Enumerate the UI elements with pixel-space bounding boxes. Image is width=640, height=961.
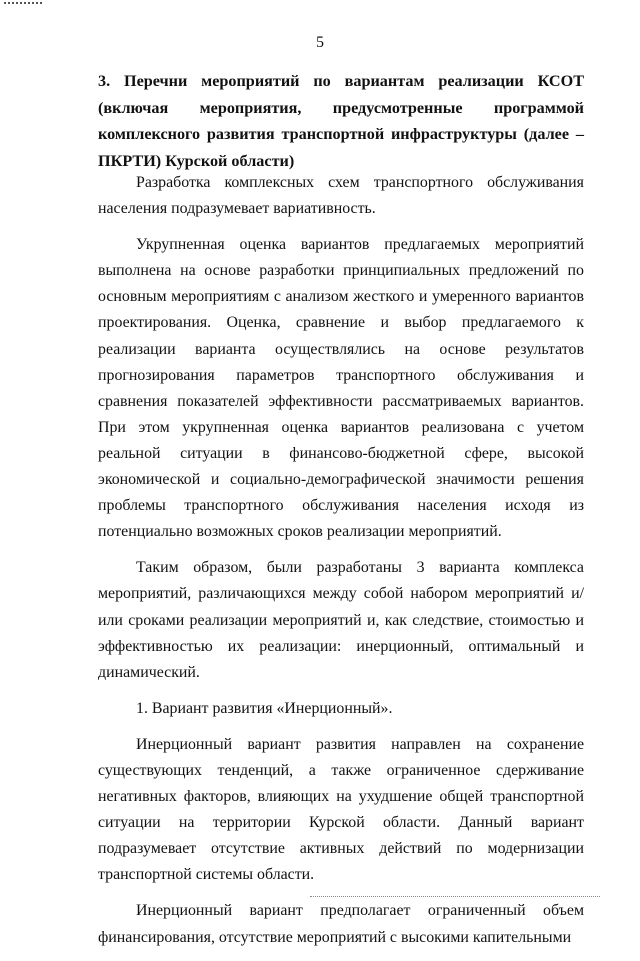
paragraph: Таким образом, были разработаны 3 варианта комплекса мероприятий, различающихся между собой набором мероприятий и/или сроками реализации мероприятий и, как следствие, стоимостью и эффективностью их реализации: инерционный, оптимальный и динамический.	[98, 559, 584, 681]
paragraph: Инерционный вариант предполагает ограниченный объем финансирования, отсутствие мероприятий с высокими капительными	[98, 902, 584, 946]
section-heading: 3. Перечни мероприятий по вариантам реализации КСОТ (включая мероприятия, предусмотренные программой комплексного развития транспортной инфраструктуры (далее – ПКРТИ) Курской области)	[98, 72, 584, 170]
scan-corner-mark	[4, 2, 42, 7]
scan-bottom-line	[310, 896, 600, 897]
paragraph: Инерционный вариант развития направлен на сохранение существующих тенденций, а также ограниченное сдерживание негативных факторов, влияющих на ухудшение общей транспортной ситуации на территории Курской области. Данный вариант подразумевает отсутствие активных действий по модернизации транспортной системы области.	[98, 735, 584, 884]
paragraph: Разработка комплексных схем транспортного обслуживания населения подразумевает вариативность.	[98, 174, 584, 218]
page-number: 5	[316, 34, 324, 51]
list-item: 1. Вариант развития «Инерционный».	[136, 699, 393, 717]
paragraph: Укрупненная оценка вариантов предлагаемых мероприятий выполнена на основе разработки принципиальных предложений по основным мероприятиям с анализом жесткого и умеренного вариантов проектирования. Оценка, сравнение и выбор предлагаемого к реализации варианта осуществлялись на основе результатов прогнозирования параметров транспортного обслуживания и сравнения показателей эффективности рассматриваемых вариантов. При этом укрупненная оценка вариантов реализована с учетом реальной ситуации в финансово-бюджетной сфере, высокой экономической и социально-демографической значимости решения проблемы транспортного обслуживания населения исходя из потенциально возможных сроков реализации мероприятий.	[98, 236, 584, 541]
body-text	[98, 170, 584, 961]
